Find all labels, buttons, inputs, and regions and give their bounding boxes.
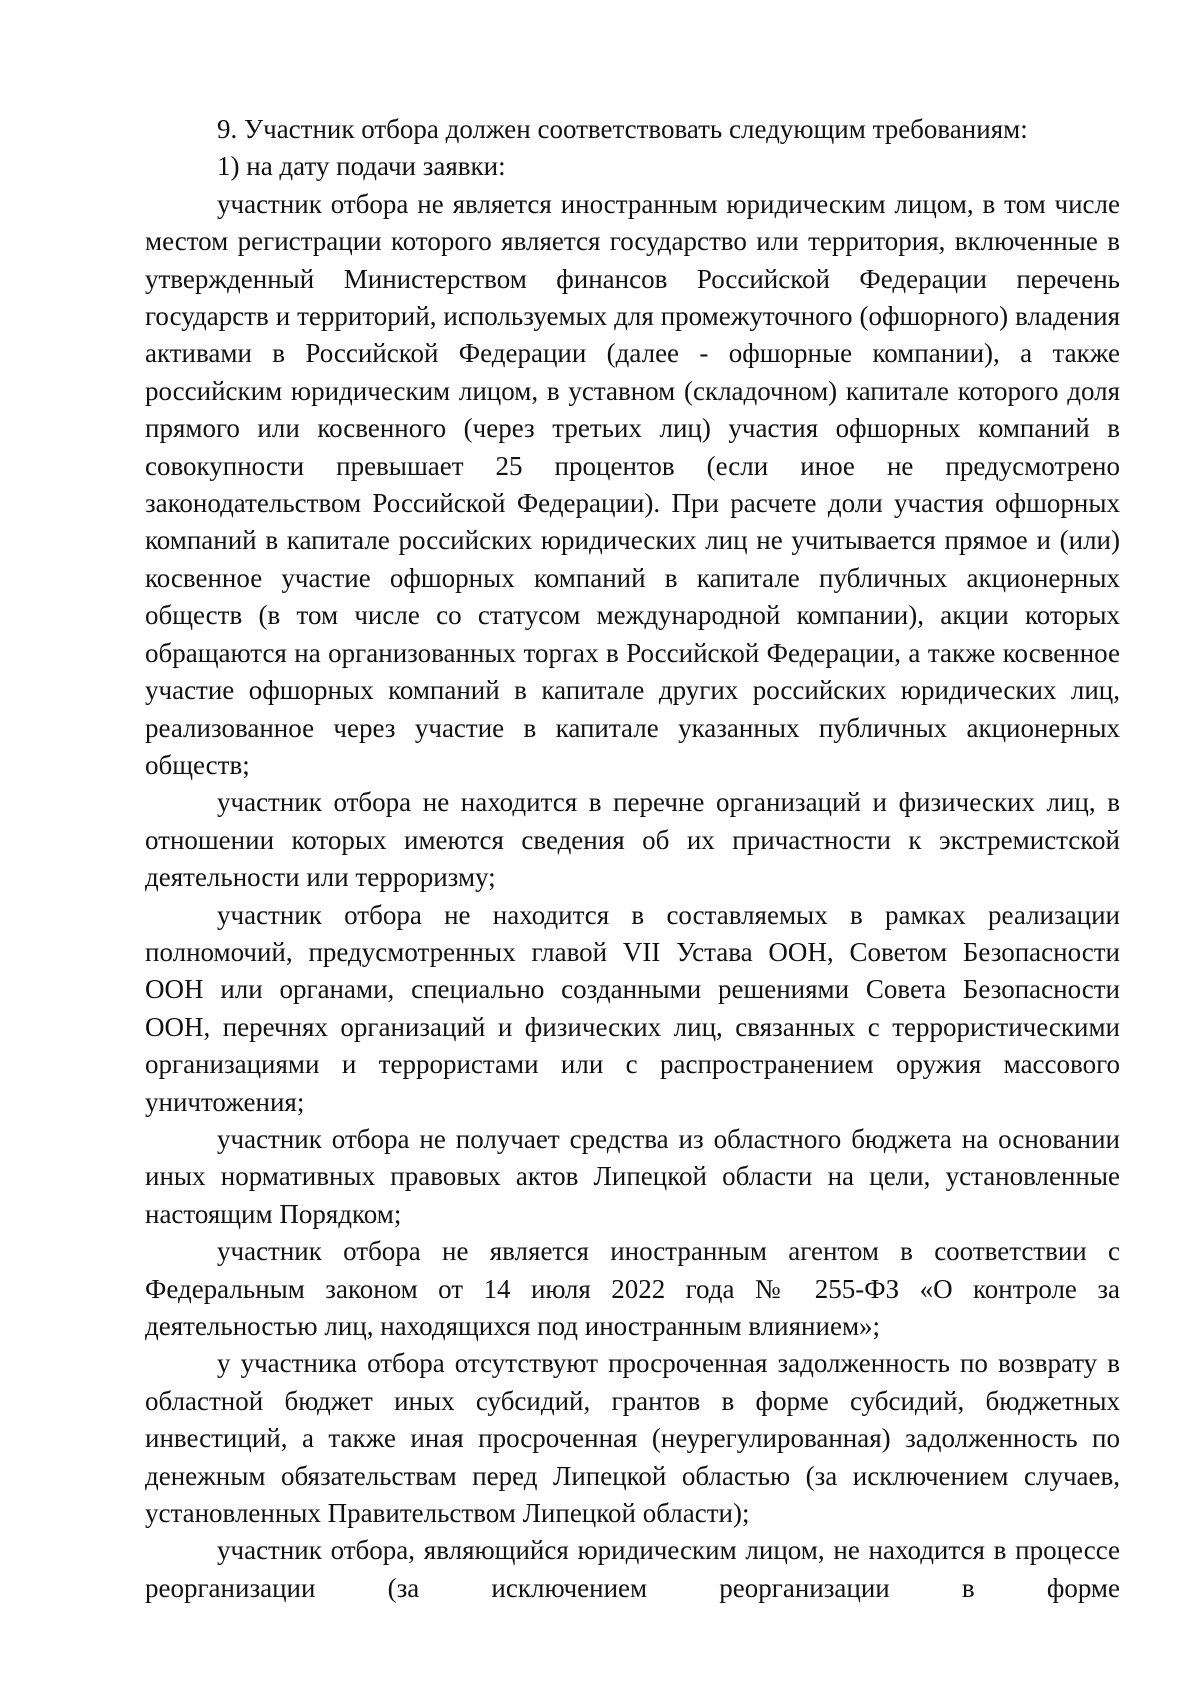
paragraph-extremism-list: участник отбора не находится в перечне организаций и физических лиц, в отношении которых имеются сведения об их причастности к экстремистской деятельности или терроризму; (145, 787, 1120, 893)
document-body (145, 111, 1120, 1607)
paragraph-un-sanctions: участник отбора не находится в составляемых в рамках реализации полномочий, предусмотренных главой VII Устава ООН, Советом Безопасности ООН или органами, специально созданными решениями Совета Безопасности ООН, перечнях организаций и физических лиц, связанных с террористическими организациями и террористами или с распространением оружия массового уничтожения; (145, 899, 1120, 1117)
paragraph-overdue-debt: у участника отбора отсутствуют просроченная задолженность по возврату в областной бюджет иных субсидий, грантов в форме субсидий, бюджетных инвестиций, а также иная просроченная (неурегулированная) задолженность по денежным обязательствам перед Липецкой областью (за исключением случаев, установленных Правительством Липецкой области); (145, 1348, 1120, 1529)
paragraph-offshore: участник отбора не является иностранным юридическим лицом, в том числе местом регистрации которого является государство или территория, включенные в утвержденный Министерством финансов Российской Федерации перечень государств и территорий, используемых для промежуточного (офшорного) владения активами в Российской Федерации (далее - офшорные компании), а также российским юридическим лицом, в уставном (складочном) капитале которого доля прямого или косвенного (через третьих лиц) участия офшорных компаний в совокупности превышает 25 процентов (если иное не предусмотрено законодательством Российской Федерации). При расчете доли участия офшорных компаний в капитале российских юридических лиц не учитывается прямое и (или) косвенное участие офшорных компаний в капитале публичных акционерных обществ (в том числе со статусом международной компании), акции которых обращаются на организованных торгах в Российской Федерации, а также косвенное участие офшорных компаний в капитале других российских юридических лиц, реализованное через участие в капитале указанных публичных акционерных обществ; (145, 188, 1120, 780)
paragraph-foreign-agent: участник отбора не является иностранным агентом в соответствии с Федеральным законом от 14 июля 2022 года № 255-ФЗ «О контроле за деятельностью лиц, находящихся под иностранным влиянием»; (145, 1236, 1120, 1341)
paragraph-requirements-heading: 9. Участник отбора должен соответствовать следующим требованиям: (217, 114, 1028, 144)
paragraph-reorganization: участник отбора, являющийся юридическим лицом, не находится в процессе реорганизации (за исключением реорганизации в форме (145, 1535, 1120, 1603)
paragraph-budget-funds: участник отбора не получает средства из областного бюджета на основании иных нормативных правовых актов Липецкой области на цели, установленные настоящим Порядком; (145, 1123, 1120, 1229)
paragraph-application-date: 1) на дату подачи заявки: (217, 151, 506, 182)
